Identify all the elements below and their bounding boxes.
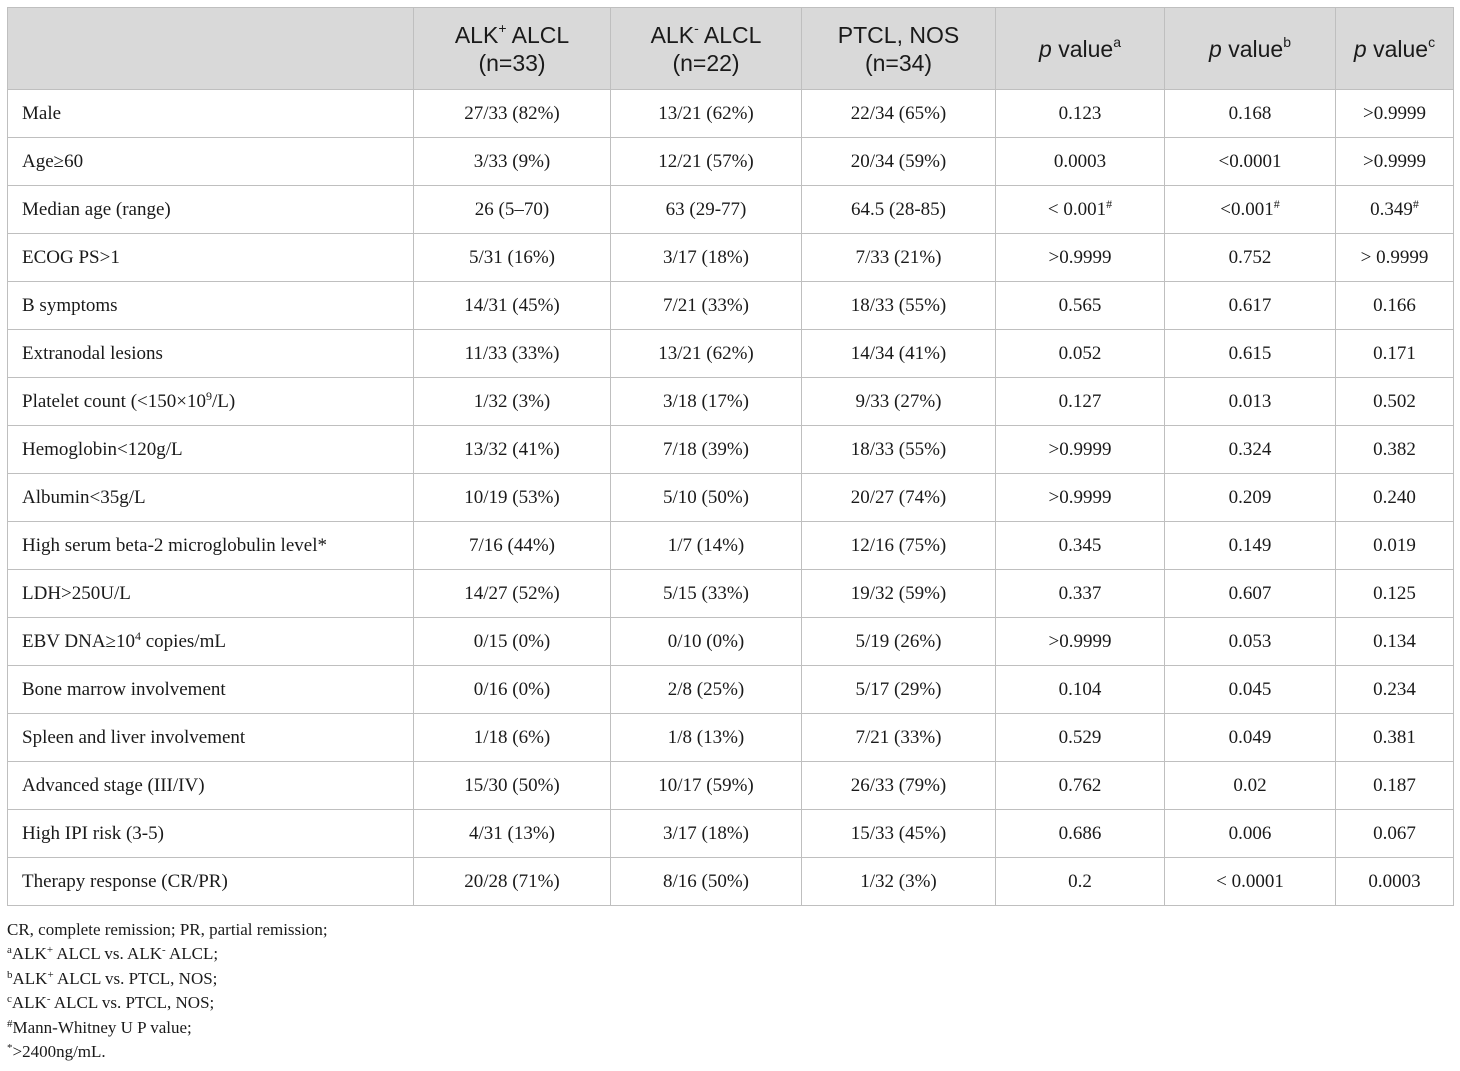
row-label-cell: Therapy response (CR/PR) [8, 858, 414, 906]
ptcl-nos-cell: 5/19 (26%) [802, 618, 996, 666]
alk-negative-cell: 1/7 (14%) [611, 522, 802, 570]
p-value-c-cell: 0.134 [1336, 618, 1454, 666]
p-value-b-cell: < 0.0001 [1165, 858, 1336, 906]
alk-negative-cell: 1/8 (13%) [611, 714, 802, 762]
p-value-c-cell: 0.171 [1336, 330, 1454, 378]
p-value-a-cell: 0.0003 [996, 138, 1165, 186]
p-value-c-cell: 0.240 [1336, 474, 1454, 522]
p-value-b-cell: <0.0001 [1165, 138, 1336, 186]
p-value-a-cell: < 0.001# [996, 186, 1165, 234]
table-header-row [8, 8, 1454, 90]
p-value-c-cell: >0.9999 [1336, 90, 1454, 138]
row-label-cell: Median age (range) [8, 186, 414, 234]
table-row [8, 810, 1454, 858]
row-label-cell: Advanced stage (III/IV) [8, 762, 414, 810]
p-value-a-cell: >0.9999 [996, 474, 1165, 522]
table-row [8, 234, 1454, 282]
table-row [8, 138, 1454, 186]
ptcl-nos-cell: 9/33 (27%) [802, 378, 996, 426]
row-label-cell: Hemoglobin<120g/L [8, 426, 414, 474]
footnote: $^a$ALK+ ALCL vs. ALK- ALCL; [7, 944, 219, 964]
table-row [8, 570, 1454, 618]
alk-negative-cell: 7/21 (33%) [611, 282, 802, 330]
alk-positive-cell: 15/30 (50%) [414, 762, 611, 810]
row-label-cell: EBV $DNA\ge 10^4$ copies/mL [8, 618, 414, 666]
alk-negative-cell: 2/8 (25%) [611, 666, 802, 714]
p-value-a-cell: >0.9999 [996, 426, 1165, 474]
p-value-c-cell: >0.9999 [1336, 138, 1454, 186]
alk-negative-cell: 5/10 (50%) [611, 474, 802, 522]
table-row [8, 858, 1454, 906]
p-value-b-cell: 0.049 [1165, 714, 1336, 762]
table-row [8, 426, 1454, 474]
row-label-cell: Bone marrow involvement [8, 666, 414, 714]
alk-negative-cell: 3/17 (18%) [611, 810, 802, 858]
alk-negative-cell: 63 (29-77) [611, 186, 802, 234]
characteristics-table [7, 7, 1454, 906]
ptcl-nos-cell: 18/33 (55%) [802, 426, 996, 474]
ptcl-nos-cell: 12/16 (75%) [802, 522, 996, 570]
p-value-a-cell: 0.2 [996, 858, 1165, 906]
ptcl-nos-cell: 19/32 (59%) [802, 570, 996, 618]
footnote: CR, complete remission; PR, partial remission; [7, 920, 328, 939]
ptcl-nos-cell: 20/34 (59%) [802, 138, 996, 186]
p-value-a-cell: 0.762 [996, 762, 1165, 810]
p-value-a-cell: >0.9999 [996, 618, 1165, 666]
p-value-c-cell: 0.381 [1336, 714, 1454, 762]
p-value-c-cell: 0.0003 [1336, 858, 1454, 906]
p-value-c-cell: 0.349# [1336, 186, 1454, 234]
alk-positive-cell: 13/32 (41%) [414, 426, 611, 474]
table-row [8, 186, 1454, 234]
p-value-c-cell: 0.125 [1336, 570, 1454, 618]
table-row [8, 330, 1454, 378]
p-value-b-cell: 0.013 [1165, 378, 1336, 426]
p-value-c-cell: 0.187 [1336, 762, 1454, 810]
table-footnotes [7, 918, 1453, 1064]
p-value-b-cell: 0.324 [1165, 426, 1336, 474]
p-value-b-cell: 0.617 [1165, 282, 1336, 330]
p-value-b-cell: 0.045 [1165, 666, 1336, 714]
table-row [8, 90, 1454, 138]
row-label-cell: Extranodal lesions [8, 330, 414, 378]
row-label-cell: Age≥60 [8, 138, 414, 186]
alk-positive-cell: 27/33 (82%) [414, 90, 611, 138]
alk-negative-cell: 0/10 (0%) [611, 618, 802, 666]
alk-positive-cell: 20/28 (71%) [414, 858, 611, 906]
header-ptcl-nos: PTCL, NOS (n=34) [802, 8, 996, 90]
alk-negative-cell: 5/15 (33%) [611, 570, 802, 618]
table-row [8, 762, 1454, 810]
p-value-b-cell: 0.149 [1165, 522, 1336, 570]
table-row [8, 714, 1454, 762]
footnote: $^b$ALK+ ALCL vs. PTCL, NOS; [7, 968, 218, 988]
ptcl-nos-cell: 20/27 (74%) [802, 474, 996, 522]
p-value-b-cell: 0.209 [1165, 474, 1336, 522]
row-label-cell: Spleen and liver involvement [8, 714, 414, 762]
alk-negative-cell: 3/18 (17%) [611, 378, 802, 426]
footnote: #Mann-Whitney U P value; [7, 1017, 192, 1037]
ptcl-nos-cell: 26/33 (79%) [802, 762, 996, 810]
table-row [8, 618, 1454, 666]
p-value-b-cell: 0.168 [1165, 90, 1336, 138]
ptcl-nos-cell: 64.5 (28-85) [802, 186, 996, 234]
table-row [8, 474, 1454, 522]
alk-positive-cell: 14/31 (45%) [414, 282, 611, 330]
alk-negative-cell: 10/17 (59%) [611, 762, 802, 810]
alk-positive-cell: 4/31 (13%) [414, 810, 611, 858]
p-value-a-cell: 0.345 [996, 522, 1165, 570]
alk-positive-cell: 1/18 (6%) [414, 714, 611, 762]
p-value-b-cell: 0.607 [1165, 570, 1336, 618]
p-value-a-cell: 0.686 [996, 810, 1165, 858]
p-value-c-cell: 0.166 [1336, 282, 1454, 330]
table-row [8, 282, 1454, 330]
p-value-a-cell: 0.337 [996, 570, 1165, 618]
p-value-c-cell: 0.067 [1336, 810, 1454, 858]
alk-negative-cell: 3/17 (18%) [611, 234, 802, 282]
row-label-cell: High serum beta-2 microglobulin level* [8, 522, 414, 570]
p-value-a-cell: 0.127 [996, 378, 1165, 426]
row-label-cell: Male [8, 90, 414, 138]
ptcl-nos-cell: 15/33 (45%) [802, 810, 996, 858]
p-value-a-cell: 0.104 [996, 666, 1165, 714]
alk-negative-cell: 13/21 (62%) [611, 330, 802, 378]
alk-positive-cell: 26 (5–70) [414, 186, 611, 234]
header-p-value-c: p value$^c$ [1336, 8, 1454, 90]
p-value-b-cell: <0.001# [1165, 186, 1336, 234]
p-value-a-cell: 0.052 [996, 330, 1165, 378]
data-table-container [7, 7, 1453, 906]
row-label-cell: High IPI risk (3-5) [8, 810, 414, 858]
ptcl-nos-cell: 1/32 (3%) [802, 858, 996, 906]
alk-positive-cell: 1/32 (3%) [414, 378, 611, 426]
footnote: *>2400ng/mL. [7, 1042, 106, 1062]
table-row [8, 666, 1454, 714]
header-p-value-b: p value$^b$ [1165, 8, 1336, 90]
table-body [8, 90, 1454, 906]
p-value-c-cell: 0.502 [1336, 378, 1454, 426]
p-value-c-cell: 0.019 [1336, 522, 1454, 570]
p-value-c-cell: 0.234 [1336, 666, 1454, 714]
p-value-b-cell: 0.053 [1165, 618, 1336, 666]
ptcl-nos-cell: 7/33 (21%) [802, 234, 996, 282]
header-alk-negative: ALK- ALCL (n=22) [611, 8, 802, 90]
alk-positive-cell: 5/31 (16%) [414, 234, 611, 282]
alk-positive-cell: 0/15 (0%) [414, 618, 611, 666]
ptcl-nos-cell: 18/33 (55%) [802, 282, 996, 330]
p-value-b-cell: 0.615 [1165, 330, 1336, 378]
header-characteristic [8, 8, 414, 90]
ptcl-nos-cell: 5/17 (29%) [802, 666, 996, 714]
ptcl-nos-cell: 22/34 (65%) [802, 90, 996, 138]
header-p-value-a: p value$^a$ [996, 8, 1165, 90]
alk-positive-cell: 14/27 (52%) [414, 570, 611, 618]
row-label-cell: Platelet count $(<150\times 10^9/L)$ [8, 378, 414, 426]
p-value-b-cell: 0.02 [1165, 762, 1336, 810]
alk-positive-cell: 3/33 (9%) [414, 138, 611, 186]
p-value-a-cell: 0.565 [996, 282, 1165, 330]
alk-negative-cell: 12/21 (57%) [611, 138, 802, 186]
table-row [8, 522, 1454, 570]
row-label-cell: Albumin<35g/L [8, 474, 414, 522]
row-label-cell: LDH>250U/L [8, 570, 414, 618]
p-value-a-cell: 0.529 [996, 714, 1165, 762]
p-value-c-cell: > 0.9999 [1336, 234, 1454, 282]
footnote: $^c$ALK- ALCL vs. PTCL, NOS; [7, 993, 215, 1013]
row-label-cell: ECOG PS>1 [8, 234, 414, 282]
p-value-c-cell: 0.382 [1336, 426, 1454, 474]
alk-positive-cell: 0/16 (0%) [414, 666, 611, 714]
alk-positive-cell: 7/16 (44%) [414, 522, 611, 570]
alk-positive-cell: 11/33 (33%) [414, 330, 611, 378]
p-value-b-cell: 0.006 [1165, 810, 1336, 858]
header-alk-positive: ALK+ ALCL (n=33) [414, 8, 611, 90]
table-row [8, 378, 1454, 426]
alk-positive-cell: 10/19 (53%) [414, 474, 611, 522]
row-label-cell: B symptoms [8, 282, 414, 330]
p-value-b-cell: 0.752 [1165, 234, 1336, 282]
ptcl-nos-cell: 14/34 (41%) [802, 330, 996, 378]
p-value-a-cell: 0.123 [996, 90, 1165, 138]
alk-negative-cell: 7/18 (39%) [611, 426, 802, 474]
ptcl-nos-cell: 7/21 (33%) [802, 714, 996, 762]
alk-negative-cell: 8/16 (50%) [611, 858, 802, 906]
p-value-a-cell: >0.9999 [996, 234, 1165, 282]
alk-negative-cell: 13/21 (62%) [611, 90, 802, 138]
